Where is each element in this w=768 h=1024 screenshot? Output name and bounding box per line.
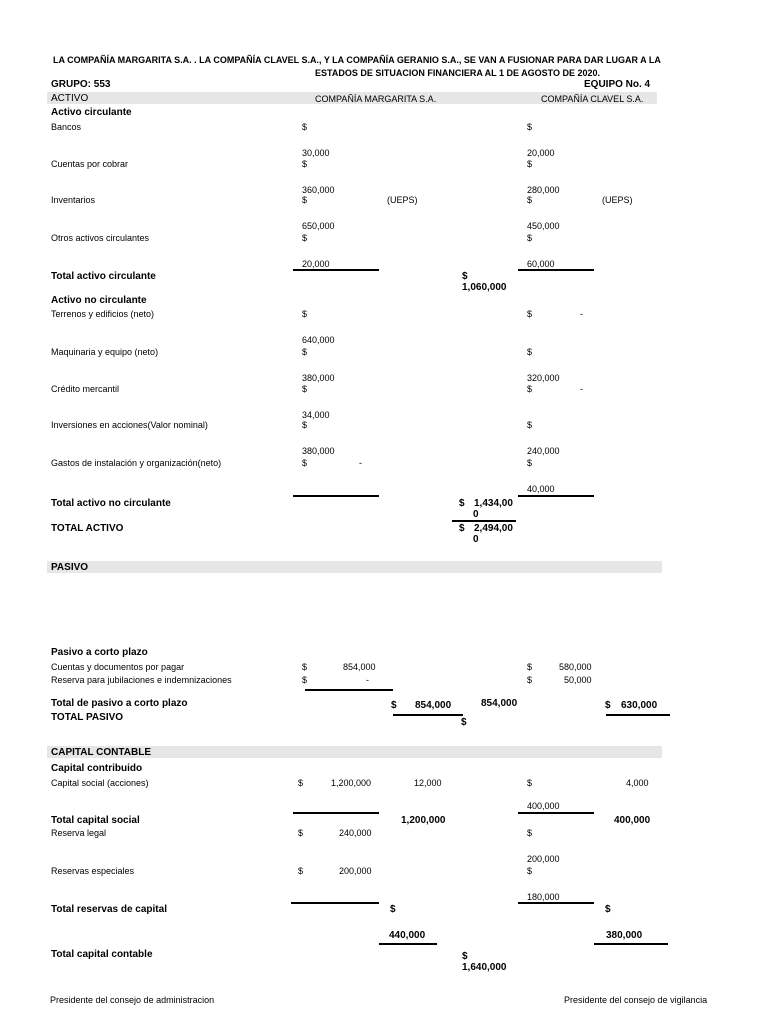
inversiones-margarita-value: $ 380,000 xyxy=(302,420,335,456)
row-label-credito-mercantil: Crédito mercantil xyxy=(51,384,120,394)
inversiones-clavel-value: $ 240,000 xyxy=(527,420,560,456)
total-capital-social-margarita: 1,200,000 xyxy=(401,815,446,826)
inventarios-clavel-value: $ 450,000 xyxy=(527,195,560,231)
capital-social-clavel-value: 400,000 xyxy=(527,801,560,811)
row-label-maquinaria: Maquinaria y equipo (neto) xyxy=(51,347,159,357)
capital-section-title: CAPITAL CONTABLE xyxy=(51,747,151,758)
cxc-clavel-value: $ 280,000 xyxy=(527,159,560,195)
total-capital-contable-value: 1,640,000 xyxy=(462,962,507,973)
terrenos-clavel-currency: $ xyxy=(527,309,533,319)
total-activo-value-a: 2,494,00 xyxy=(474,523,513,534)
cxp-margarita-currency: $ xyxy=(302,662,308,672)
underline-total-reservas-clavel xyxy=(594,943,668,945)
total-capital-contable-currency: $ xyxy=(462,951,468,962)
total-activo-circulante-label: Total activo circulante xyxy=(51,271,156,282)
otros-margarita-value: $ 20,000 xyxy=(302,233,330,269)
row-label-terrenos: Terrenos y edificios (neto) xyxy=(51,309,155,319)
terrenos-margarita-value: $ 640,000 xyxy=(302,309,335,345)
inventarios-clavel-note: (UEPS) xyxy=(602,195,633,205)
reserva-legal-margarita-currency: $ xyxy=(298,828,304,838)
reserva-legal-clavel-value: $ 200,000 xyxy=(527,828,560,864)
jubilaciones-clavel-value: 50,000 xyxy=(564,675,592,685)
inventarios-margarita-note: (UEPS) xyxy=(387,195,418,205)
grupo-label: GRUPO: 553 xyxy=(51,79,111,90)
total-reservas-label: Total reservas de capital xyxy=(51,904,167,915)
total-pasivo-corto-plazo-label: Total de pasivo a corto plazo xyxy=(51,698,188,709)
capital-social-margarita-currency: $ xyxy=(298,778,304,788)
maquinaria-clavel-value: $ 320,000 xyxy=(527,347,560,383)
total-activo-value-b: 0 xyxy=(473,534,479,545)
underline-capital-social-clavel xyxy=(518,812,594,814)
title-line-2: ESTADOS DE SITUACION FINANCIERA AL 1 DE AGOSTO DE 2020. xyxy=(315,68,601,78)
total-activo-currency: $ xyxy=(459,523,465,534)
total-pasivo-corto-clavel-value: 630,000 xyxy=(621,700,658,711)
reserva-legal-margarita-value: 240,000 xyxy=(339,828,372,838)
cxp-margarita-value: 854,000 xyxy=(343,662,376,672)
underline-reservas-margarita xyxy=(291,902,379,904)
reservas-especiales-margarita-currency: $ xyxy=(298,866,304,876)
total-reservas-clavel-currency: $ xyxy=(605,904,611,915)
total-no-circulante-value-a: 1,434,00 xyxy=(474,498,513,509)
credito-margarita-value: $ 34,000 xyxy=(302,384,330,420)
credito-clavel-dash: - xyxy=(580,384,583,394)
reservas-especiales-margarita-value: 200,000 xyxy=(339,866,372,876)
underline-circulante-margarita xyxy=(293,269,379,271)
reservas-especiales-clavel-value: $ 180,000 xyxy=(527,866,560,902)
capital-social-margarita-value: 1,200,000 xyxy=(331,778,372,788)
row-label-gastos-instalacion: Gastos de instalación y organización(neto) xyxy=(51,458,222,468)
activo-section-title: ACTIVO xyxy=(51,93,89,104)
capital-contribuido-heading: Capital contribuido xyxy=(51,763,143,774)
total-no-circulante-currency: $ xyxy=(459,498,465,509)
signature-right: Presidente del consejo de vigilancia xyxy=(564,995,708,1005)
row-label-bancos: Bancos xyxy=(51,122,82,132)
pasivo-header-bar xyxy=(47,561,662,573)
pasivo-section-title: PASIVO xyxy=(51,562,89,573)
total-capital-social-clavel: 400,000 xyxy=(614,815,651,826)
row-label-reservas-especiales: Reservas especiales xyxy=(51,866,135,876)
capital-social-margarita-shares: 12,000 xyxy=(414,778,442,788)
cxc-margarita-value: $ 360,000 xyxy=(302,159,335,195)
total-no-circulante-value-b: 0 xyxy=(473,509,479,520)
underline-circulante-clavel xyxy=(518,269,594,271)
total-pasivo-label: TOTAL PASIVO xyxy=(51,712,124,723)
row-label-otros-activos: Otros activos circulantes xyxy=(51,233,150,243)
maquinaria-margarita-value: $ 380,000 xyxy=(302,347,335,383)
total-activo-circulante-currency: $ xyxy=(462,271,468,282)
gastos-clavel-value: $ 40,000 xyxy=(527,458,555,494)
gastos-margarita-dash: - xyxy=(359,458,362,468)
underline-reservas-clavel xyxy=(518,902,594,904)
total-activo-no-circulante-label: Total activo no circulante xyxy=(51,498,171,509)
jubilaciones-margarita-currency: $ xyxy=(302,675,308,685)
cxp-clavel-value: 580,000 xyxy=(559,662,592,672)
total-reservas-margarita-value: 440,000 xyxy=(389,930,426,941)
activo-no-circulante-heading: Activo no circulante xyxy=(51,295,147,306)
cxp-clavel-currency: $ xyxy=(527,662,533,672)
pasivo-corto-plazo-heading: Pasivo a corto plazo xyxy=(51,647,148,658)
capital-social-clavel-shares: 4,000 xyxy=(626,778,649,788)
underline-pasivo-margarita xyxy=(305,689,393,691)
signature-left: Presidente del consejo de administracion xyxy=(50,995,215,1005)
activo-circulante-heading: Activo circulante xyxy=(51,107,132,118)
equipo-label: EQUIPO No. 4 xyxy=(584,79,651,90)
row-label-inversiones: Inversiones en acciones(Valor nominal) xyxy=(51,420,208,430)
inventarios-margarita-value: $ 650,000 xyxy=(302,195,335,231)
capital-social-clavel-currency: $ xyxy=(527,778,533,788)
underline-total-pasivo-margarita xyxy=(393,714,463,716)
jubilaciones-margarita-value: - xyxy=(366,675,369,685)
total-pasivo-corto-extra-value: 854,000 xyxy=(481,698,518,709)
underline-no-circulante-clavel xyxy=(518,495,594,497)
gastos-margarita-currency: $ xyxy=(302,458,308,468)
row-label-inventarios: Inventarios xyxy=(51,195,96,205)
total-pasivo-corto-margarita-value: 854,000 xyxy=(415,700,452,711)
bancos-margarita-value: $ 30,000 xyxy=(302,122,330,158)
otros-clavel-value: $ 60,000 xyxy=(527,233,555,269)
total-pasivo-corto-clavel-currency: $ xyxy=(605,700,611,711)
total-reservas-clavel-value: 380,000 xyxy=(606,930,643,941)
underline-total-reservas-margarita xyxy=(379,943,437,945)
total-capital-contable-label: Total capital contable xyxy=(51,949,153,960)
underline-total-pasivo-clavel xyxy=(606,714,670,716)
row-label-capital-social: Capital social (acciones) xyxy=(51,778,149,788)
col-header-clavel: COMPAÑÍA CLAVEL S.A. xyxy=(541,94,644,104)
total-capital-social-label: Total capital social xyxy=(51,815,140,826)
total-pasivo-currency: $ xyxy=(461,717,467,728)
underline-total-activo xyxy=(452,520,516,522)
jubilaciones-clavel-currency: $ xyxy=(527,675,533,685)
total-activo-label: TOTAL ACTIVO xyxy=(51,523,124,534)
row-label-cuentas-por-pagar: Cuentas y documentos por pagar xyxy=(51,662,185,672)
underline-no-circulante-margarita xyxy=(293,495,379,497)
row-label-reserva-jubilaciones: Reserva para jubilaciones e indemnizaciones xyxy=(51,675,232,685)
terrenos-clavel-dash: - xyxy=(580,309,583,319)
total-activo-circulante-value: 1,060,000 xyxy=(462,282,507,293)
credito-clavel-currency: $ xyxy=(527,384,533,394)
total-pasivo-corto-margarita-currency: $ xyxy=(391,700,397,711)
underline-capital-social-margarita xyxy=(293,812,379,814)
row-label-cuentas-por-cobrar: Cuentas por cobrar xyxy=(51,159,129,169)
bancos-clavel-value: $ 20,000 xyxy=(527,122,555,158)
row-label-reserva-legal: Reserva legal xyxy=(51,828,107,838)
total-reservas-margarita-currency: $ xyxy=(390,904,396,915)
title-line-1: LA COMPAÑÍA MARGARITA S.A. . LA COMPAÑÍA CLAVEL S.A., Y LA COMPAÑÍA GERANIO S.A., SE VAN A FUSIONAR PARA DAR LUGAR A LA xyxy=(53,55,661,65)
col-header-margarita: COMPAÑÍA MARGARITA S.A. xyxy=(315,94,437,104)
